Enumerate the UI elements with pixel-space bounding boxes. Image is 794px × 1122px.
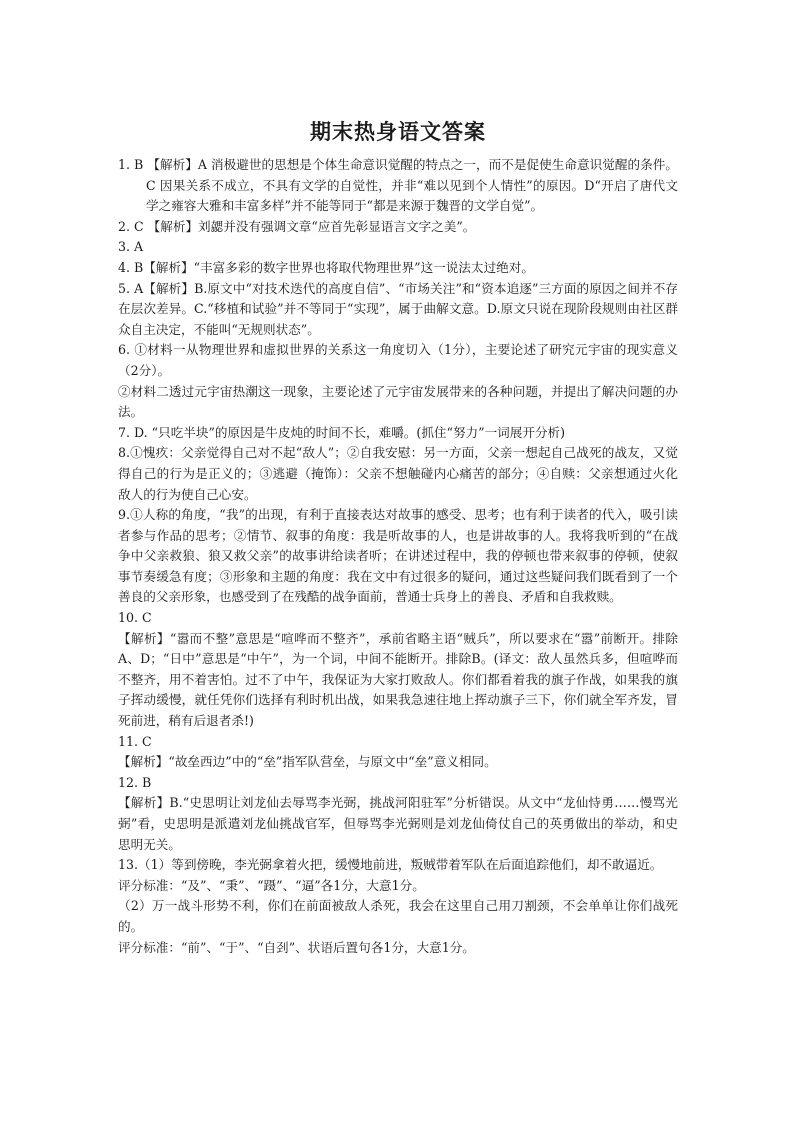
answer-11-analysis: 【解析】“故垒西边”中的“垒”指军队营垒，与原文中“垒”意义相同。 [118, 754, 497, 770]
answer-13-part-2: （2）万一战斗形势不利，你们在前面被敌人杀死，我会在这里自己用刀割颈，不会单单让你们战死的。 [118, 898, 678, 934]
answer-6-part-2: ②材料二透过元宇宙热潮这一现象，主要论述了元宇宙发展带来的各种问题，并提出了解决问题的办法。 [118, 383, 678, 420]
answer-6-part-1: 6. ①材料一从物理世界和虚拟世界的关系这一角度切入（1分），主要论述了研究元宇宙的现实意义（2分）。 [118, 342, 678, 378]
answer-7: 7. D. “只吃半块”的原因是牛皮炖的时间不长，难嚼。(抓住“努力”一词展开分析) [118, 424, 566, 440]
answer-3: 3. A [118, 239, 144, 255]
answer-13-scoring-2: 评分标准：“前”、“于”、“自刭”、状语后置句各1分，大意1分。 [118, 939, 475, 955]
answer-8: 8.①愧疚：父亲觉得自己对不起“敌人”；②自我安慰：另一方面，父亲一想起自己战死的战友，又觉得自己的行为是正义的；③逃避（掩饰）：父亲不想触碰内心痛苦的部分；④自赎：父亲想通过火化敌人的行为使自己心安。 [118, 445, 678, 502]
answer-12: 12. B [118, 774, 152, 790]
answer-13-part-1: 13.（1）等到傍晚，李光弼拿着火把，缓慢地前进，叛贼带着军队在后面追踪他们，却不敢逼近。 [118, 857, 663, 873]
answer-5: 5. A【解析】B.原文中“对技术迭代的高度自信”、“市场关注”和“资本追逐”三方面的原因之间并不存在层次差异。C.“移植和试验”并不等同于“实现”，属于曲解文意。D.原文只说在现阶段规则由社区群众自主决定，不能叫“无规则状态”。 [118, 280, 678, 337]
answer-13-scoring-1: 评分标准：“及”、“秉”、“蹑”、“逼”各1分，大意1分。 [118, 877, 425, 893]
answer-11: 11. C [118, 733, 152, 749]
page-title: 期末热身语文答案 [310, 120, 486, 144]
answer-10-analysis: 【解析】“嚣而不整”意思是“喧哗而不整齐”，承前省略主语“贼兵”，所以要求在“嚣”前断开。排除A、D；“日中”意思是“中午”，为一个词，中间不能断开。排除B。(译文：敌人虽然兵多，但喧哗而不整齐，用不着害怕。过不了中午，我保证为大家打败敌人。你们都看着我的旗子作战，如果我的旗子挥动缓慢，就任凭你们选择有利时机出战，如果我急速往地上挥动旗子三下，你们就全军齐发，冒死前进，稍有后退者杀!) [118, 630, 678, 729]
answer-10: 10. C [118, 610, 152, 626]
answer-1: 1. B 【解析】A 消极避世的思想是个体生命意识觉醒的特点之一，而不是促使生命意识觉醒的条件。C 因果关系不成立，不具有文学的自觉性，并非“难以见到个人情性”的原因。D“开启了唐代文学之雍容大雅和丰富多样”并不能等同于“都是来源于魏晋的文学自觉”。 [118, 157, 678, 214]
answer-2: 2. C 【解析】刘勰并没有强调文章“应首先彰显语言文字之美”。 [118, 218, 476, 234]
answer-9: 9.①人称的角度，“我”的出现，有利于直接表达对故事的感受、思考；也有利于读者的代入，吸引读者参与作品的思考；②情节、叙事的角度：我是听故事的人，也是讲故事的人。我将我听到的“在战争中父亲救狼、狼又救父亲”的故事讲给读者听；在讲述过程中，我的停顿也带来叙事的停顿，使叙事节奏缓急有度；③形象和主题的角度：我在文中有过很多的疑问，通过这些疑问我们既看到了一个善良的父亲形象，也感受到了在残酷的战争面前，普通士兵身上的善良、矛盾和自我救赎。 [118, 507, 678, 605]
answer-document [118, 118, 678, 958]
answer-12-analysis: 【解析】B.“史思明让刘龙仙去辱骂李光弼，挑战河阳驻军”分析错误。从文中“龙仙恃勇……慢骂光弼”看，史思明是派遣刘龙仙挑战官军，但辱骂李光弼则是刘龙仙倚仗自己的英勇做出的举动，和史思明无关。 [118, 795, 678, 852]
answer-4: 4. B【解析】“丰富多彩的数字世界也将取代物理世界”这一说法太过绝对。 [118, 259, 534, 275]
